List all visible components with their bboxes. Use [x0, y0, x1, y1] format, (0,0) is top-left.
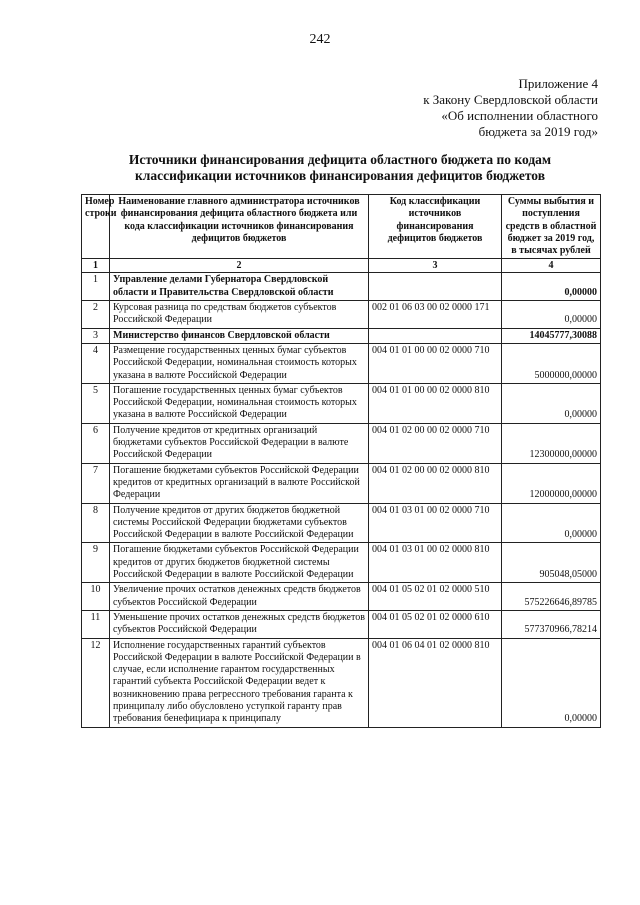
table-row: [82, 503, 601, 543]
table-row: [82, 343, 601, 383]
row-num: 4: [82, 343, 110, 383]
row-num: 8: [82, 503, 110, 543]
row-code: 004 01 05 02 01 02 0000 510: [369, 583, 502, 611]
row-name: Министерство финансов Свердловской области: [110, 328, 369, 343]
row-num: 12: [82, 638, 110, 727]
row-name: Управление делами Губернатора Свердловской области и Правительства Свердловской области: [110, 273, 369, 301]
table-row: [82, 583, 601, 611]
column-number: 4: [502, 259, 601, 273]
appendix-line-1: Приложение 4: [518, 76, 598, 91]
appendix-line-4: бюджета за 2019 год»: [478, 124, 598, 139]
row-sum: 0,00000: [502, 383, 601, 423]
row-sum: 0,00000: [502, 638, 601, 727]
table-row: [82, 383, 601, 423]
row-sum: 12000000,00000: [502, 463, 601, 503]
row-code: 004 01 06 04 01 02 0000 810: [369, 638, 502, 727]
row-code: [369, 328, 502, 343]
row-sum: 0,00000: [502, 273, 601, 301]
row-code: 004 01 01 00 00 02 0000 710: [369, 343, 502, 383]
row-sum: 905048,05000: [502, 543, 601, 583]
appendix-line-2: к Закону Свердловской области: [423, 92, 598, 107]
row-sum: 0,00000: [502, 301, 601, 329]
row-code: 004 01 01 00 00 02 0000 810: [369, 383, 502, 423]
row-sum: 0,00000: [502, 503, 601, 543]
row-code: 002 01 06 03 00 02 0000 171: [369, 301, 502, 329]
table-header-row: [82, 195, 601, 259]
table-row: [82, 463, 601, 503]
row-sum: 14045777,30088: [502, 328, 601, 343]
row-name: Погашение бюджетами субъектов Российской Федерации кредитов от других бюджетов бюджетной системы Российской Федерации в валюте Российской Федерации: [110, 543, 369, 583]
row-code: 004 01 03 01 00 02 0000 710: [369, 503, 502, 543]
financing-sources-table: [81, 194, 601, 728]
row-num: 6: [82, 423, 110, 463]
row-name: Получение кредитов от кредитных организаций бюджетами субъектов Российской Федерации в валюте Российской Федерации: [110, 423, 369, 463]
column-number-row: [82, 259, 601, 273]
table-row: [82, 273, 601, 301]
table-row: [82, 423, 601, 463]
row-num: 7: [82, 463, 110, 503]
row-num: 5: [82, 383, 110, 423]
row-name: Исполнение государственных гарантий субъектов Российской Федерации в валюте Российской Федерации в случае, если исполнение гарантом государственных гарантий субъекта Российской Федерации ведет к возникновению права регрессного требования гаранта к принципалу либо обусловлено уступкой гаранту прав требования бенефициара к принципалу: [110, 638, 369, 727]
row-name: Курсовая разница по средствам бюджетов субъектов Российской Федерации: [110, 301, 369, 329]
row-num: 9: [82, 543, 110, 583]
column-number: 2: [110, 259, 369, 273]
row-name: Размещение государственных ценных бумаг субъектов Российской Федерации, номинальная стоимость которых указана в валюте Российской Федерации: [110, 343, 369, 383]
page-number: 242: [309, 32, 331, 47]
row-code: 004 01 02 00 00 02 0000 710: [369, 423, 502, 463]
row-code: 004 01 05 02 01 02 0000 610: [369, 610, 502, 638]
row-name: Погашение бюджетами субъектов Российской Федерации кредитов от кредитных организаций в валюте Российской Федерации: [110, 463, 369, 503]
table-row: [82, 610, 601, 638]
row-name: Погашение государственных ценных бумаг субъектов Российской Федерации, номинальная стоимость которых указана в валюте Российской Федерации: [110, 383, 369, 423]
table-row: [82, 638, 601, 727]
header-sum: Суммы выбытия и поступления средств в областной бюджет за 2019 год, в тысячах рублей: [502, 195, 601, 259]
row-name: Уменьшение прочих остатков денежных средств бюджетов субъектов Российской Федерации: [110, 610, 369, 638]
appendix-heading: [338, 76, 598, 140]
row-sum: 12300000,00000: [502, 423, 601, 463]
row-name: Получение кредитов от других бюджетов бюджетной системы Российской Федерации бюджетами субъектов Российской Федерации в валюте Российской Федерации: [110, 503, 369, 543]
row-sum: 577370966,78214: [502, 610, 601, 638]
header-num: Номер строки: [82, 195, 110, 259]
row-num: 2: [82, 301, 110, 329]
column-number: 1: [82, 259, 110, 273]
title-line-2: классификации источников финансирования дефицитов бюджетов: [135, 168, 545, 183]
table-row: [82, 328, 601, 343]
row-code: 004 01 03 01 00 02 0000 810: [369, 543, 502, 583]
row-sum: 575226646,89785: [502, 583, 601, 611]
row-code: [369, 273, 502, 301]
row-num: 11: [82, 610, 110, 638]
document-title: [80, 152, 600, 184]
row-code: 004 01 02 00 00 02 0000 810: [369, 463, 502, 503]
appendix-line-3: «Об исполнении областного: [441, 108, 598, 123]
table-row: [82, 543, 601, 583]
column-number: 3: [369, 259, 502, 273]
header-name: Наименование главного администратора источников финансирования дефицита областного бюджета или кода классификации источников финансирования дефицитов бюджетов: [110, 195, 369, 259]
row-num: 3: [82, 328, 110, 343]
row-num: 10: [82, 583, 110, 611]
row-name: Увеличение прочих остатков денежных средств бюджетов субъектов Российской Федерации: [110, 583, 369, 611]
table-row: [82, 301, 601, 329]
row-sum: 5000000,00000: [502, 343, 601, 383]
row-num: 1: [82, 273, 110, 301]
header-code: Код классификации источников финансирования дефицитов бюджетов: [369, 195, 502, 259]
title-line-1: Источники финансирования дефицита областного бюджета по кодам: [128, 152, 552, 167]
